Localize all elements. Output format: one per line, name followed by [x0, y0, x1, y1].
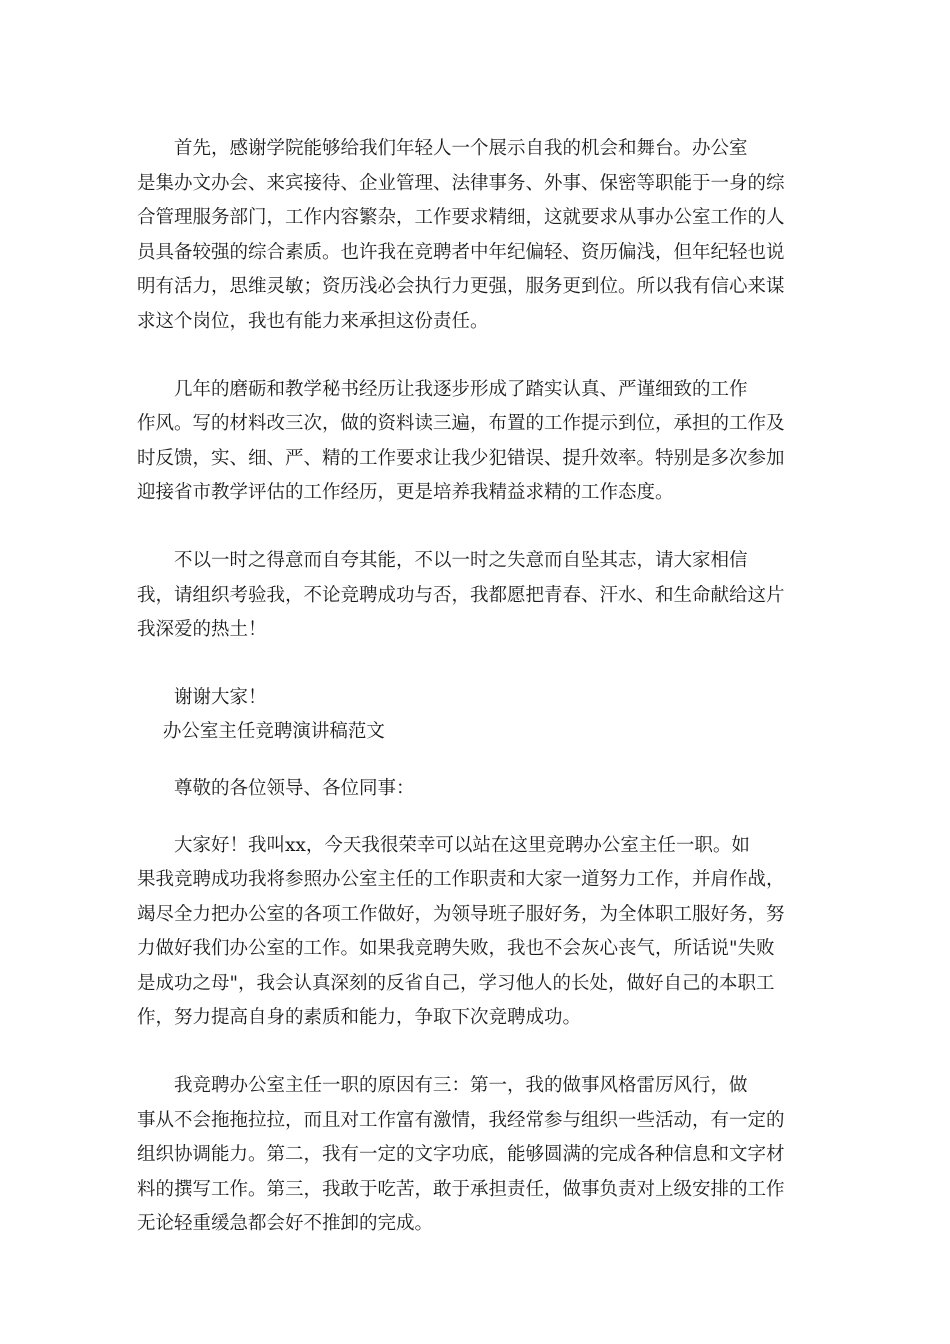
text-line: 果我竞聘成功我将参照办公室主任的工作职责和大家一道努力工作，并肩作战， [137, 869, 785, 891]
text-line: 是成功之母"，我会认真深刻的反省自己，学习他人的长处，做好自己的本职工 [137, 972, 775, 994]
text-line: 作风。写的材料改三次，做的资料读三遍，布置的工作提示到位，承担的工作及 [137, 413, 785, 435]
paragraph-thanks [137, 681, 812, 716]
text-line: 事从不会拖拖拉拉，而且对工作富有激情，我经常参与组织一些活动，有一定的 [137, 1109, 785, 1131]
text-line: 时反馈，实、细、严、精的工作要求让我少犯错误、提升效率。特别是多次参加 [137, 447, 785, 469]
paragraph-intro [137, 132, 812, 340]
text-line: 不以一时之得意而自夸其能，不以一时之失意而自坠其志，请大家相信 [174, 549, 748, 571]
text-line: 谢谢大家！ [174, 686, 267, 708]
text-line: 料的撰写工作。第三，我敢于吃苦，敢于承担责任，做事负责对上级安排的工作 [137, 1178, 785, 1200]
text-line: 明有活力，思维灵敏；资历浅必会执行力更强，服务更到位。所以我有信心来谋 [137, 276, 785, 298]
text-line: 迎接省市教学评估的工作经历，更是培养我精益求精的工作态度。 [137, 482, 674, 504]
text-line: 员具备较强的综合素质。也许我在竞聘者中年纪偏轻、资历偏浅，但年纪轻也说 [137, 241, 785, 263]
text-line: 我深爱的热土！ [137, 619, 267, 641]
text-line: 竭尽全力把办公室的各项工作做好，为领导班子服好务，为全体职工服好务，努 [137, 903, 785, 925]
text-line: 力做好我们办公室的工作。如果我竞聘失败，我也不会灰心丧气，所话说"失败 [137, 938, 775, 960]
heading-text: 办公室主任竞聘演讲稿范文 [162, 721, 385, 743]
paragraph-reasons [137, 1069, 812, 1242]
text-line: 首先，感谢学院能够给我们年轻人一个展示自我的机会和舞台。办公室 [174, 138, 748, 159]
salutation [137, 772, 812, 807]
text-line: 是集办文办会、来宾接待、企业管理、法律事务、外事、保密等职能于一身的综 [137, 172, 785, 194]
text-line: 作，努力提高自身的素质和能力，争取下次竞聘成功。 [137, 1007, 582, 1029]
paragraph-experience [137, 373, 812, 511]
paragraph-commitment [137, 544, 812, 648]
salutation-text: 尊敬的各位领导、各位同事： [174, 777, 415, 799]
paragraph-self-introduction [137, 829, 812, 1037]
text-line: 大家好！我叫xx，今天我很荣幸可以站在这里竞聘办公室主任一职。如 [174, 834, 750, 856]
text-line: 无论轻重缓急都会好不推卸的完成。 [137, 1213, 434, 1235]
text-line: 求这个岗位，我也有能力来承担这份责任。 [137, 310, 489, 332]
text-line: 我竞聘办公室主任一职的原因有三：第一，我的做事风格雷厉风行，做 [174, 1075, 748, 1097]
document-page [137, 132, 812, 1242]
text-line: 几年的磨砺和教学秘书经历让我逐步形成了踏实认真、严谨细致的工作 [174, 378, 748, 400]
section-heading [137, 715, 812, 750]
text-line: 组织协调能力。第二，我有一定的文字功底，能够圆满的完成各种信息和文字材 [137, 1144, 785, 1166]
text-line: 合管理服务部门，工作内容繁杂，工作要求精细，这就要求从事办公室工作的人 [137, 207, 785, 229]
text-line: 我，请组织考验我，不论竞聘成功与否，我都愿把青春、汗水、和生命献给这片 [137, 584, 785, 606]
